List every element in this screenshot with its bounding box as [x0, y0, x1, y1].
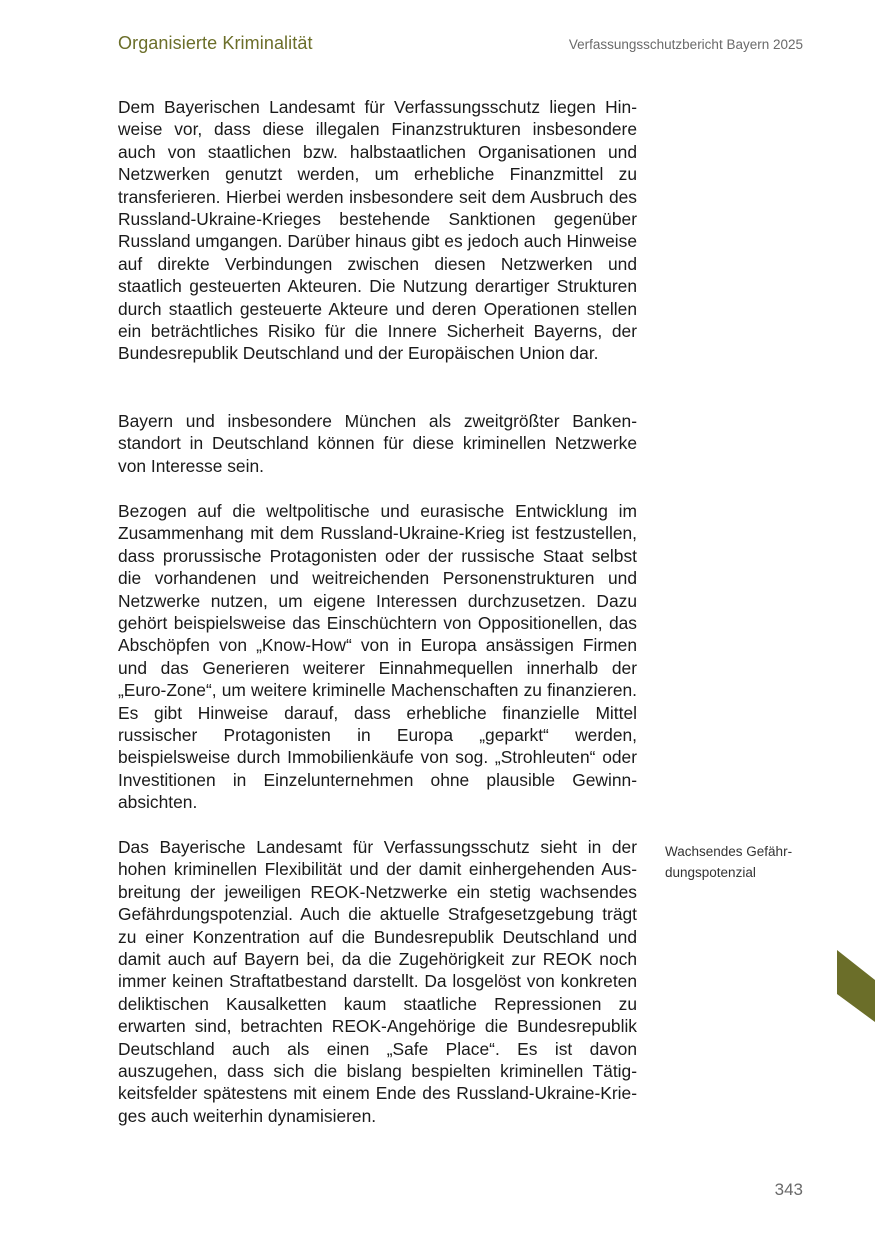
- report-title: Verfassungsschutzbericht Bayern 2025: [568, 37, 803, 52]
- section-title: Organisierte Kriminalität: [118, 33, 313, 53]
- margin-note: Wachsendes Gefährdungspotenzial: [665, 844, 793, 880]
- chapter-tab-marker: [837, 950, 875, 1022]
- chapter-tab-shape: [837, 950, 875, 1022]
- paragraph-3: Bezogen auf die weltpolitische und eurasische Entwicklung im Zusammenhang mit dem Russland-Ukraine-Krieg ist festzustellen, dass prorussische Protagonisten oder der russische Staat selbst die vorhandenen und weitreichenden Personenstrukturen und Netzwerke nutzen, um eigene Interessen durchzusetzen. Dazu gehört beispielsweise das Einschüchtern von Oppositionellen, das Abschöpfen von „Know-How“ von in Europa ansässigen Firmen und das Generieren weiterer Einnahmequellen innerhalb der „Euro-Zone“, um weitere kriminelle Machenschaften zu finanzieren. Es gibt Hinweise darauf, dass erhebliche finanzielle Mittel russischer Protagonisten in Europa „geparkt“ werden, beispielsweise durch Immobilienkäufe von sog. „Strohleuten“ oder Investitionen in Einzelunternehmen ohne plausible Gewinnabsichten.: [118, 501, 637, 813]
- page-number: 343: [774, 1180, 803, 1199]
- paragraph-1: Dem Bayerischen Landesamt für Verfassungsschutz liegen Hinweise vor, dass diese illegalen Finanzstrukturen insbesondere auch von staatlichen bzw. halbstaatlichen Organisationen und Netzwerken genutzt werden, um erhebliche Finanzmittel zu transferieren. Hierbei werden insbesondere seit dem Ausbruch des Russland-Ukraine-Krieges bestehende Sanktionen gegenüber Russland umgangen. Darüber hinaus gibt es jedoch auch Hinweise auf direkte Verbindungen zwischen diesen Netzwerken und staatlich gesteuerten Akteuren. Die Nutzung derartiger Strukturen durch staatlich gesteuerte Akteure und deren Operationen stellen ein beträchtliches Risiko für die Innere Sicherheit Bayerns, der Bundesrepublik Deutschland und der Europäischen Union dar.: [118, 97, 637, 364]
- paragraph-4: Das Bayerische Landesamt für Verfassungsschutz sieht in der hohen kriminellen Flexibilität und der damit einhergehenden Ausbreitung der jeweiligen REOK-Netzwerke ein stetig wachsendes Gefährdungspotenzial. Auch die aktuelle Strafgesetzgebung trägt zu einer Konzentration auf die Bundesrepublik Deutschland und damit auch auf Bayern bei, da die Zugehörigkeit zur REOK noch immer keinen Straftatbestand darstellt. Da losgelöst von konkreten deliktischen Kausalketten kaum staatliche Repressionen zu erwarten sind, betrachten REOK-Angehörige die Bundesrepublik Deutschland auch als einen „Safe Place“. Es ist davon auszugehen, dass sich die bislang bespielten kriminellen Tätigkeitsfelder spätestens mit einem Ende des Russland-Ukraine-Krieges auch weiterhin dynamisieren.: [118, 837, 637, 1126]
- paragraph-2: Bayern und insbesondere München als zweitgrößter Bankenstandort in Deutschland können für diese kriminellen Netzwerke von Interesse sein.: [118, 411, 637, 476]
